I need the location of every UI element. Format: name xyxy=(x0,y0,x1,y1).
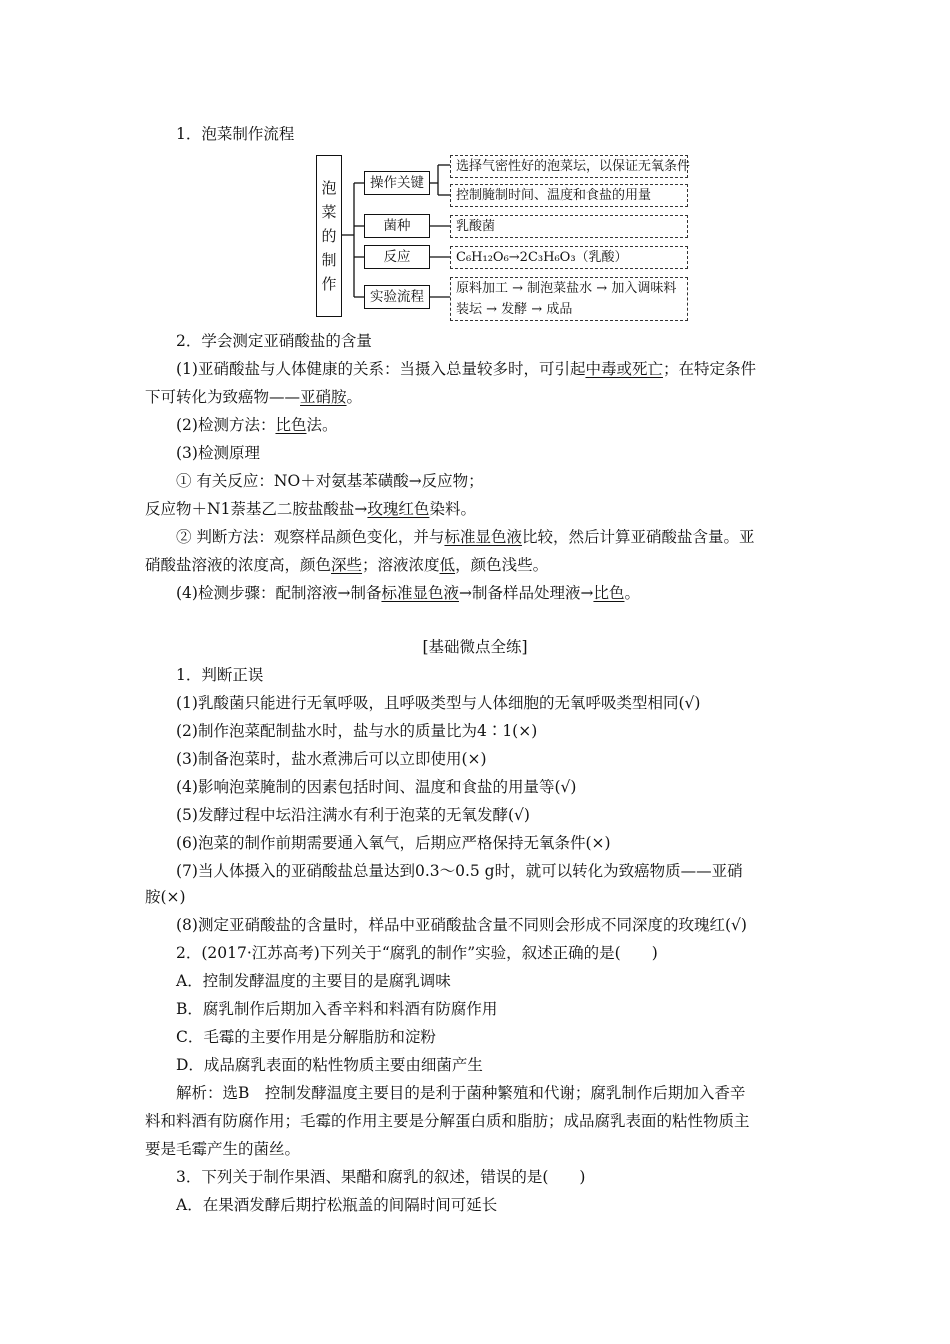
detail-reaction-formula: C₆H₁₂O₆→2C₃H₆O₃（乳酸） xyxy=(450,246,688,269)
branch-box-strain: 菌种 xyxy=(364,214,430,238)
text: 。 xyxy=(346,388,363,406)
practice-heading: [基础微点全练] xyxy=(422,638,528,656)
detail-procedure xyxy=(450,277,688,321)
paragraph xyxy=(176,414,338,436)
pickle-flow-diagram xyxy=(316,155,692,320)
answer-underline: 比色 xyxy=(275,416,307,434)
option-a: A．控制发酵温度的主要目的是腐乳调味 xyxy=(176,972,451,990)
paragraph xyxy=(176,582,640,604)
answer-underline: 标准显色液 xyxy=(381,584,459,602)
branch-box-operation: 操作关键 xyxy=(364,171,430,195)
judgement-item: (3)制备泡菜时，盐水煮沸后可以立即使用(×) xyxy=(176,750,487,768)
judgement-item: (6)泡菜的制作前期需要通入氧气，后期应严格保持无氧条件(×) xyxy=(176,834,611,852)
root-char: 制 xyxy=(321,251,337,269)
question-title: 2．(2017·江苏高考)下列关于“腐乳的制作”实验，叙述正确的是( ) xyxy=(176,944,658,962)
detail-control: 控制腌制时间、温度和食盐的用量 xyxy=(450,184,688,207)
root-box xyxy=(316,155,342,317)
paragraph: ① 有关反应：NO＋对氨基苯磺酸→反应物； xyxy=(176,472,484,490)
paragraph: (3)检测原理 xyxy=(176,444,260,462)
text: 比较，然后计算亚硝酸盐含量。亚 xyxy=(521,528,755,546)
text: ，颜色浅些。 xyxy=(455,556,549,574)
text: 反应物＋N1萘基乙二胺盐酸盐→ xyxy=(145,500,368,518)
option-c: C．毛霉的主要作用是分解脂肪和淀粉 xyxy=(176,1028,436,1046)
section2-title: 2．学会测定亚硝酸盐的含量 xyxy=(176,332,372,350)
text: (4)检测步骤：配制溶液→制备 xyxy=(176,584,382,602)
answer-underline: 亚硝胺 xyxy=(300,388,347,406)
paragraph xyxy=(176,526,754,548)
root-char: 菜 xyxy=(321,203,337,221)
root-char: 的 xyxy=(321,227,337,245)
text: ；溶液浓度 xyxy=(362,556,440,574)
text: ② 判断方法：观察样品颜色变化，并与 xyxy=(176,528,445,546)
judgement-item: (1)乳酸菌只能进行无氧呼吸，且呼吸类型与人体细胞的无氧呼吸类型相同(√) xyxy=(176,694,701,712)
option-b: B．腐乳制作后期加入香辛料和料酒有防腐作用 xyxy=(176,1000,498,1018)
branch-box-procedure: 实验流程 xyxy=(364,285,430,309)
judgement-item: (5)发酵过程中坛沿注满水有利于泡菜的无氧发酵(√) xyxy=(176,806,530,824)
paragraph xyxy=(176,358,756,380)
analysis-line: 解析：选B 控制发酵温度主要目的是利于菌种繁殖和代谢；腐乳制作后期加入香辛 xyxy=(176,1084,746,1102)
text: 。 xyxy=(624,584,640,602)
answer-underline: 比色 xyxy=(593,584,625,602)
paragraph xyxy=(145,554,548,576)
text: 硝酸盐溶液的浓度高，颜色 xyxy=(145,556,332,574)
detail-airtight: 选择气密性好的泡菜坛，以保证无氧条件 xyxy=(450,155,688,178)
procedure-line: 原料加工 → 制泡菜盐水 → 加入调味料 xyxy=(456,281,677,296)
paragraph xyxy=(145,386,362,408)
answer-underline: 玫瑰红色 xyxy=(367,500,430,518)
text: 法。 xyxy=(306,416,338,434)
answer-underline: 深些 xyxy=(331,556,363,574)
answer-underline: 低 xyxy=(439,556,456,574)
answer-underline: 标准显色液 xyxy=(444,528,522,546)
answer-underline: 中毒或死亡 xyxy=(585,360,663,378)
root-char: 作 xyxy=(321,275,337,293)
judgement-item: (2)制作泡菜配制盐水时，盐与水的质量比为4∶1(×) xyxy=(176,722,538,740)
text: ；在特定条件 xyxy=(662,360,756,378)
analysis-line: 料和料酒有防腐作用；毛霉的作用主要是分解蛋白质和脂肪；成品腐乳表面的粘性物质主 xyxy=(145,1112,750,1130)
option-a: A．在果酒发酵后期拧松瓶盖的间隔时间可延长 xyxy=(176,1196,498,1214)
paragraph xyxy=(145,498,476,520)
text: 染料。 xyxy=(429,500,476,518)
judgement-item: (7)当人体摄入的亚硝酸盐总量达到0.3～0.5 g时，就可以转化为致癌物质——亚硝 xyxy=(176,862,743,880)
section1-title: 1．泡菜制作流程 xyxy=(176,125,295,143)
question-title: 3．下列关于制作果酒、果醋和腐乳的叙述，错误的是( ) xyxy=(176,1168,586,1186)
option-d: D．成品腐乳表面的粘性物质主要由细菌产生 xyxy=(176,1056,483,1074)
root-char: 泡 xyxy=(321,179,337,197)
text: (2)检测方法： xyxy=(176,416,276,434)
detail-lactobacillus: 乳酸菌 xyxy=(450,215,688,238)
text: (1)亚硝酸盐与人体健康的关系：当摄入总量较多时，可引起 xyxy=(176,360,586,378)
judgement-item: (8)测定亚硝酸盐的含量时，样品中亚硝酸盐含量不同则会形成不同深度的玫瑰红(√) xyxy=(176,916,747,934)
question-title: 1．判断正误 xyxy=(176,666,264,684)
text: →制备样品处理液→ xyxy=(458,584,594,602)
procedure-line: 装坛 → 发酵 → 成品 xyxy=(456,302,573,317)
analysis-line: 要是毛霉产生的菌丝。 xyxy=(145,1140,301,1158)
judgement-item: (4)影响泡菜腌制的因素包括时间、温度和食盐的用量等(√) xyxy=(176,778,577,796)
judgement-item: 胺(×) xyxy=(145,888,186,906)
text: 下可转化为致癌物—— xyxy=(145,388,301,406)
branch-box-reaction: 反应 xyxy=(364,245,430,269)
